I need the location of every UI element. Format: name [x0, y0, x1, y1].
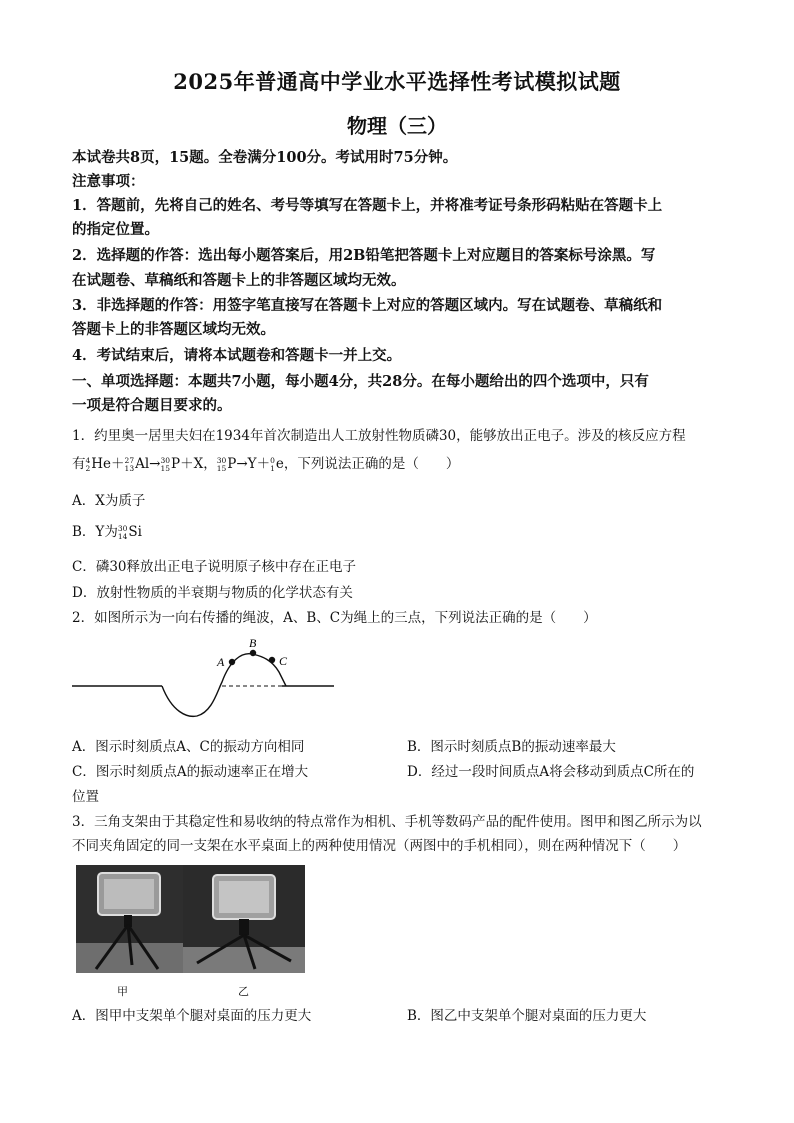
q1-equation-line: 有 4 2 He＋ 27 13 Al→ 30 15 P＋X， 30 15 P→Y＋ 0 1 e，下列说法正确的是（ ）: [72, 455, 460, 473]
photo-jia: [76, 865, 198, 973]
note-line: 在试题卷、草稿纸和答题卡上的非答题区域均无效。: [72, 272, 406, 289]
label-c: C: [279, 654, 288, 668]
caption-jia: 甲: [117, 985, 128, 998]
q3-option-b: B．图乙中支架单个腿对桌面的压力更大: [407, 1008, 647, 1024]
q2-option-b: B．图示时刻质点B的振动速率最大: [407, 739, 616, 755]
point-c: [269, 657, 275, 663]
q1-option-a: A．X为质子: [72, 493, 146, 509]
q1-option-d: D．放射性物质的半衰期与物质的化学状态有关: [72, 585, 353, 601]
notes-heading: 注意事项：: [72, 173, 145, 190]
q1-stem-suffix: ，下列说法正确的是（ ）: [283, 456, 460, 472]
q2-option-d: D．经过一段时间质点A将会移动到质点C所在的: [407, 764, 695, 780]
exam-info: 本试卷共8页，15题。全卷满分100分。考试用时75分钟。: [72, 149, 458, 166]
label-b: B: [249, 636, 257, 650]
q2-option-d-cont: 位置: [72, 789, 99, 805]
exam-subtitle: 物理（三）: [347, 114, 447, 138]
q3-stem: 3．三角支架由于其稳定性和易收纳的特点常作为相机、手机等数码产品的配件使用。图甲和图乙所示为以: [72, 814, 702, 830]
q1-option-b: B．Y为 30 14 Si: [72, 523, 142, 541]
section-heading-cont: 一项是符合题目要求的。: [72, 397, 232, 414]
q1-stem-prefix: 有: [72, 456, 86, 472]
point-a: [229, 659, 235, 665]
section-heading: 一、单项选择题：本题共7小题，每小题4分，共28分。在每小题给出的四个选项中，只有: [72, 373, 649, 390]
label-a: A: [217, 655, 225, 669]
note-line: 的指定位置。: [72, 221, 159, 238]
q3-stem-cont: 不同夹角固定的同一支架在水平桌面上的两种使用情况（两图中的手机相同），则在两种情况下（ ）: [72, 838, 687, 854]
note-line: 1．答题前，先将自己的姓名、考号等填写在答题卡上，并将准考证号条形码粘贴在答题卡上: [72, 197, 663, 214]
q3-option-a: A．图甲中支架单个腿对桌面的压力更大: [72, 1008, 312, 1024]
caption-yi: 乙: [238, 985, 249, 998]
point-b: [250, 650, 256, 656]
rope-wave-figure: [72, 632, 342, 722]
q2-option-a: A．图示时刻质点A、C的振动方向相同: [72, 739, 305, 755]
q1-stem: 1．约里奥一居里夫妇在1934年首次制造出人工放射性物质磷30，能够放出正电子。涉及的核反应方程: [72, 428, 686, 444]
q1-option-c: C．磷30释放出正电子说明原子核中存在正电子: [72, 559, 357, 575]
q2-stem: 2．如图所示为一向右传播的绳波，A、B、C为绳上的三点，下列说法正确的是（ ）: [72, 610, 597, 626]
photo-yi: [183, 865, 305, 973]
exam-title: 2025年普通高中学业水平选择性考试模拟试题: [173, 69, 621, 94]
note-line: 3．非选择题的作答：用签字笔直接写在答题卡上对应的答题区域内。写在试题卷、草稿纸和: [72, 297, 663, 314]
note-line: 答题卡上的非答题区域均无效。: [72, 321, 275, 338]
q2-option-c: C．图示时刻质点A的振动速率正在增大: [72, 764, 309, 780]
note-line: 2．选择题的作答：选出每小题答案后，用2B铅笔把答题卡上对应题目的答案标号涂黑。写: [72, 247, 656, 264]
note-line: 4．考试结束后，请将本试题卷和答题卡一并上交。: [72, 347, 402, 364]
